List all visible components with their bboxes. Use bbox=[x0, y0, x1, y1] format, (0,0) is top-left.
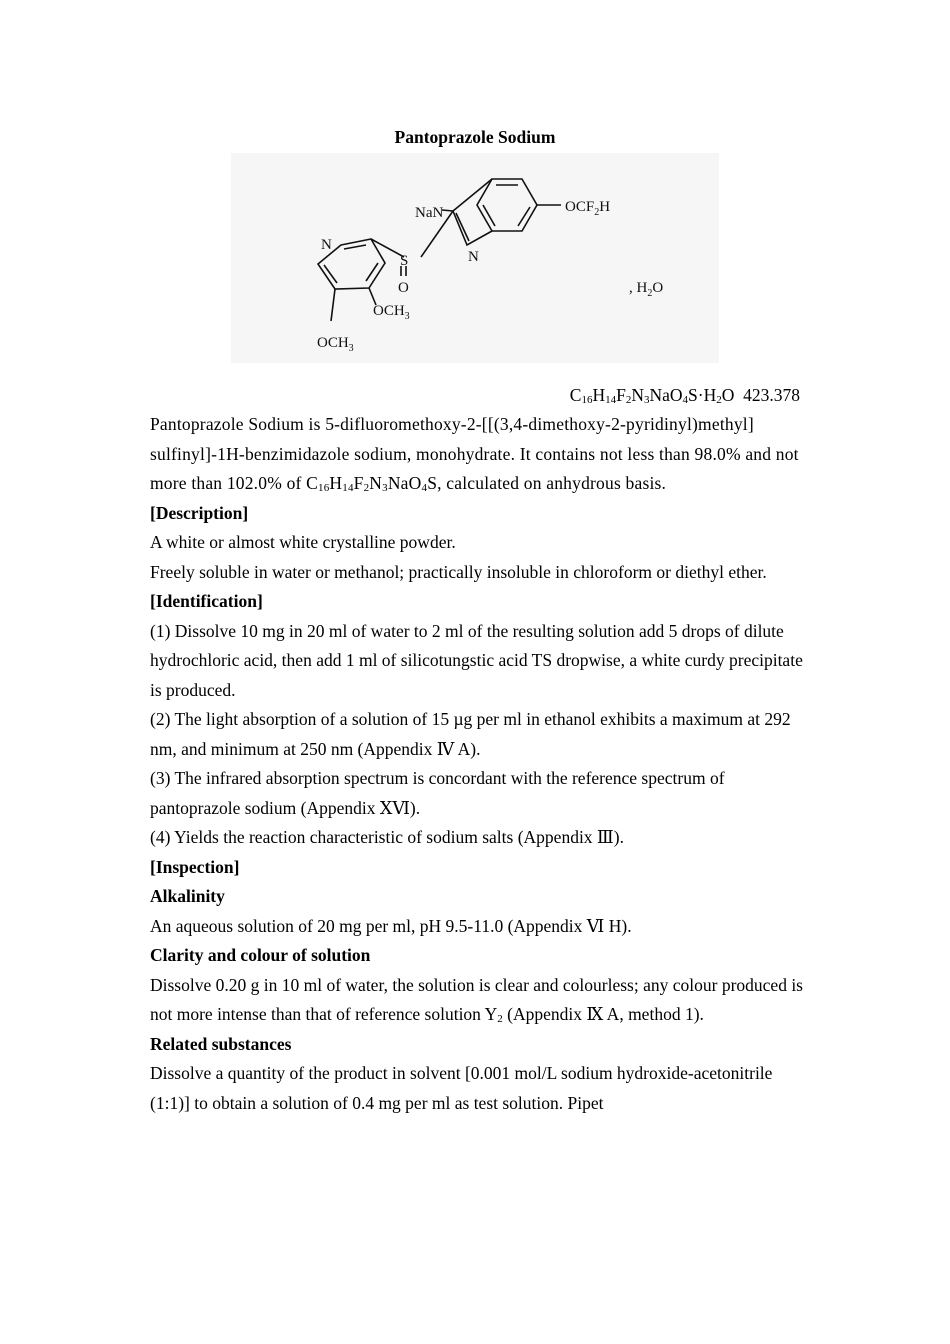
alkalinity-heading: Alkalinity bbox=[150, 886, 225, 906]
clarity-text: Dissolve 0.20 g in 10 ml of water, the solution is clear and colourless; any colour produced is not more intense than that of reference solution $Y_2$ (Appendix Ⅸ A, method 1). bbox=[150, 974, 803, 1025]
methoxy-label-3: $OCH_3$ bbox=[373, 303, 410, 322]
molecular-weight: 423.378 bbox=[743, 385, 800, 405]
molecular-formula: $C_{16}H_{14}F_2N_3NaO_4S\cdot H_2O$ 423.378 bbox=[569, 385, 800, 406]
page-title: Pantoprazole Sodium bbox=[394, 127, 556, 147]
description-heading: [Description] bbox=[150, 502, 249, 523]
intro-paragraph: Pantoprazole Sodium is 5-difluoromethoxy-2-[[(3,4-dimethoxy-2-pyridinyl)methyl] sulfinyl]-1H-benzimidazole sodium, monohydrate. It contains not less than 98.0% and not more than 102.0% of $C_{16}H_{14}F_2N_3NaO_4S$, calculated on anhydrous basis. bbox=[150, 414, 799, 494]
nan-label: NaN bbox=[415, 205, 444, 221]
structure-drawing bbox=[231, 153, 719, 363]
chemical-structure-image bbox=[231, 153, 719, 363]
clarity-heading: Clarity and colour of solution bbox=[150, 945, 371, 965]
identification-heading: [Identification] bbox=[150, 591, 263, 611]
alkalinity-text: An aqueous solution of 20 mg per ml, pH 9.5-11.0 (Appendix Ⅵ H). bbox=[150, 915, 632, 936]
inspection-heading: [Inspection] bbox=[150, 856, 240, 877]
related-substances-text: Dissolve a quantity of the product in solvent [0.001 mol/L sodium hydroxide-acetonitrile (1:1)] to obtain a solution of 0.4 mg per ml as test solution. Pipet bbox=[150, 1063, 773, 1113]
sulfur-label: S bbox=[400, 253, 409, 269]
identification-item-1: (1) Dissolve 10 mg in 20 ml of water to 2 ml of the resulting solution add 5 drops of dilute hydrochloric acid, then add 1 ml of silicotungstic acid TS dropwise, a white curdy precipitate is produced. bbox=[150, 620, 803, 700]
description-line-1: A white or almost white crystalline powder. bbox=[150, 532, 456, 552]
identification-item-4: (4) Yields the reaction characteristic of sodium salts (Appendix Ⅲ). bbox=[150, 827, 625, 847]
description-line-2: Freely soluble in water or methanol; practically insoluble in chloroform or diethyl ether. bbox=[150, 561, 767, 582]
pyridine-n-label: N bbox=[321, 237, 332, 253]
oxygen-label: O bbox=[398, 280, 409, 296]
monograph-body bbox=[150, 410, 810, 1118]
ocf2h-label: $OCF_2H$ bbox=[565, 199, 611, 218]
related-substances-heading: Related substances bbox=[150, 1033, 292, 1054]
identification-item-3: (3) The infrared absorption spectrum is concordant with the reference spectrum of pantoprazole sodium (Appendix ⅩⅥ). bbox=[150, 768, 725, 818]
identification-item-2: (2) The light absorption of a solution of 15 µg per ml in ethanol exhibits a maximum at 292 nm, and minimum at 250 nm (Appendix Ⅳ A). bbox=[150, 709, 791, 759]
benzene-ring bbox=[477, 179, 537, 231]
methoxy-label-4: $OCH_3$ bbox=[317, 335, 354, 354]
hydrate-label: , $H_2O$ bbox=[629, 280, 664, 299]
imidazole-n-label: N bbox=[468, 249, 479, 265]
